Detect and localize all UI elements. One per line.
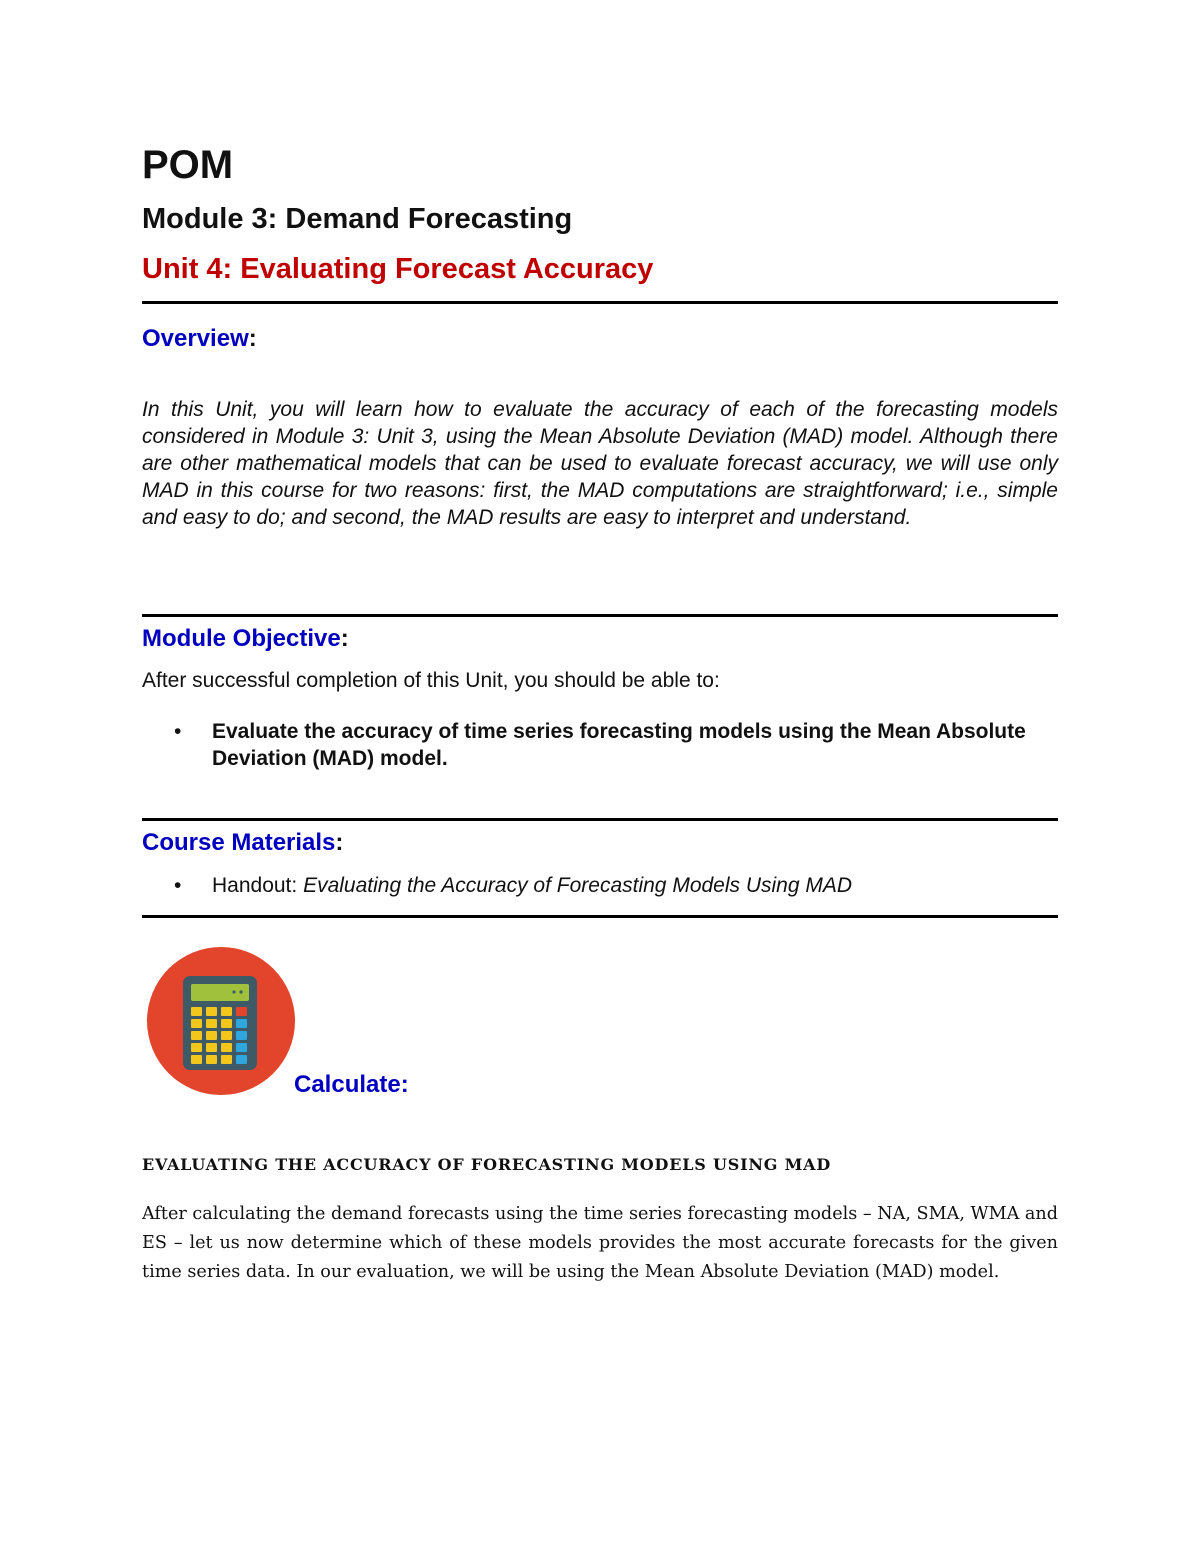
materials-item xyxy=(142,872,1058,899)
calculator-key xyxy=(221,1007,232,1016)
materials-item-prefix: Handout: xyxy=(212,874,304,897)
calculator-key xyxy=(191,1031,202,1040)
divider-rule xyxy=(142,301,1058,304)
calculator-key xyxy=(236,1043,247,1052)
overview-text: In this Unit, you will learn how to evaluate the accuracy of each of the forecasting models considered in Module 3: Unit 3, using the Mean Absolute Deviation (MAD) model. Although there are other mathematical models that can be used to evaluate forecast accuracy, we will use only MAD in this course for two reasons: first, the MAD computations are straightforward; i.e., simple and easy to do; and second, the MAD results are easy to interpret and understand. xyxy=(142,398,1058,529)
calculator-key xyxy=(191,1043,202,1052)
section-text: After calculating the demand forecasts using the time series forecasting models – NA, SMA, WMA and ES – let us now determine which of these models provides the most accurate forecasts for the given time series data. In our evaluation, we will be using the Mean Absolute Deviation (MAD) model. xyxy=(142,1204,1058,1282)
objective-label: Module Objective xyxy=(142,625,341,652)
materials-heading xyxy=(142,828,343,858)
bullet-icon: • xyxy=(174,720,182,743)
calculator-key xyxy=(191,1007,202,1016)
calculator-key xyxy=(221,1055,232,1064)
calculator-key xyxy=(206,1031,217,1040)
unit-title: Unit 4: Evaluating Forecast Accuracy xyxy=(142,253,654,285)
divider-rule xyxy=(142,915,1058,918)
module-title: Module 3: Demand Forecasting xyxy=(142,203,573,235)
calculator-key xyxy=(221,1043,232,1052)
objective-heading xyxy=(142,624,349,654)
materials-list xyxy=(142,872,1058,899)
materials-colon: : xyxy=(335,829,344,856)
calculator-key xyxy=(236,1007,247,1016)
calculator-key xyxy=(206,1019,217,1028)
screen-dot xyxy=(239,990,242,993)
objective-intro: After successful completion of this Unit, you should be able to: xyxy=(142,669,720,692)
divider-rule xyxy=(142,614,1058,617)
materials-item-title: Evaluating the Accuracy of Forecasting Models Using MAD xyxy=(303,874,853,897)
calculate-label: Calculate: xyxy=(294,1071,409,1098)
objective-item xyxy=(142,718,1058,772)
overview-heading xyxy=(142,324,257,354)
calculator-key xyxy=(221,1031,232,1040)
divider-rule xyxy=(142,818,1058,821)
objective-colon: : xyxy=(340,625,349,652)
overview-colon: : xyxy=(248,325,257,352)
objective-list xyxy=(142,718,1058,772)
screen-dot xyxy=(232,990,235,993)
overview-label: Overview xyxy=(142,325,249,352)
calculator-key xyxy=(206,1043,217,1052)
section-heading: EVALUATING THE ACCURACY OF FORECASTING MODELS USING MAD xyxy=(142,1155,832,1174)
calculator-key xyxy=(191,1055,202,1064)
calculator-key xyxy=(236,1019,247,1028)
materials-label: Course Materials xyxy=(142,829,336,856)
objective-item-text: Evaluate the accuracy of time series forecasting models using the Mean Absolute Deviation (MAD) model. xyxy=(212,720,1026,770)
calculator-key xyxy=(206,1007,217,1016)
calculator-key xyxy=(236,1031,247,1040)
calculator-svg xyxy=(146,946,296,1096)
bullet-icon: • xyxy=(174,874,182,897)
calculator-key xyxy=(236,1055,247,1064)
calculator-key xyxy=(221,1019,232,1028)
calculator-key xyxy=(191,1019,202,1028)
document-title: POM xyxy=(142,143,234,187)
calculator-icon xyxy=(146,946,296,1096)
calculator-key xyxy=(206,1055,217,1064)
